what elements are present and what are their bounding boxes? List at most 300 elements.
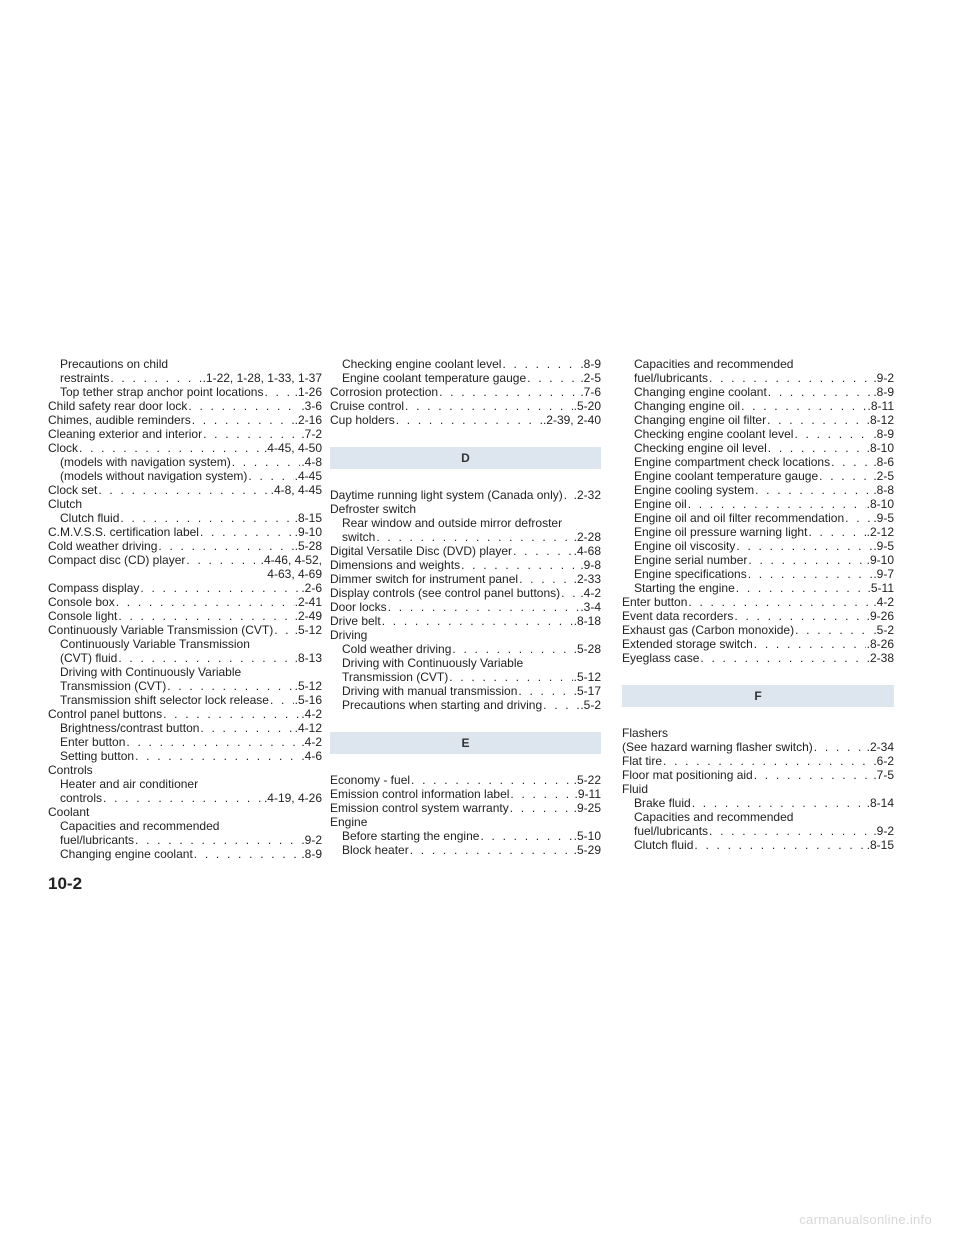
entry-term: Engine specifications	[634, 567, 747, 581]
entry-term: Cold weather driving	[342, 642, 452, 656]
index-entry	[330, 614, 601, 628]
dot-leader	[736, 539, 872, 553]
dot-leader	[831, 455, 872, 469]
entry-term: Engine coolant temperature gauge	[634, 469, 819, 483]
spacer	[330, 469, 601, 488]
dot-leader	[519, 572, 573, 586]
entry-page-ref: .8-26	[866, 637, 894, 651]
index-entry	[48, 399, 322, 413]
index-entry	[622, 497, 894, 511]
entry-page-ref: .4-68	[573, 544, 601, 558]
entry-page-ref: .2-38	[866, 651, 894, 665]
dot-leader	[748, 567, 873, 581]
dot-leader	[734, 609, 865, 623]
index-entry	[622, 525, 894, 539]
entry-term: controls	[60, 791, 103, 805]
entry-page-ref: .1-22, 1-28, 1-33, 1-37	[202, 371, 322, 385]
entry-term: Checking engine oil level	[634, 441, 767, 455]
section-letter-e: E	[330, 732, 601, 754]
index-heading: Defroster switch	[330, 502, 417, 516]
entry-page-ref: .5-12	[294, 679, 322, 693]
entry-term: (See hazard warning flasher switch)	[622, 740, 813, 754]
dot-leader	[405, 399, 573, 413]
entry-page-ref: .5-2	[580, 698, 601, 712]
index-entry	[330, 586, 601, 600]
dot-leader	[709, 824, 872, 838]
entry-page-ref: .2-33	[573, 572, 601, 586]
entry-term: Flat tire	[622, 754, 663, 768]
entry-page-ref: .5-11	[867, 581, 894, 595]
index-entry	[622, 768, 894, 782]
entry-term: Display controls (see control panel buttons)	[330, 586, 561, 600]
dot-leader	[410, 843, 573, 857]
entry-page-ref: .8-10	[866, 441, 894, 455]
index-entry	[330, 558, 601, 572]
entry-page-ref: .8-6	[873, 455, 894, 469]
dot-leader	[203, 427, 300, 441]
watermark: carmanualsonline.info	[799, 1212, 932, 1227]
spacer	[330, 712, 601, 732]
dot-leader	[688, 595, 872, 609]
index-entry	[330, 371, 601, 385]
index-heading: Flashers	[622, 726, 669, 740]
dot-leader	[754, 637, 866, 651]
index-heading: Driving with Continuously Variable	[60, 665, 242, 679]
entry-page-ref: .5-28	[294, 539, 322, 553]
entry-term: Changing engine oil filter	[634, 413, 767, 427]
entry-term: Enter button	[60, 735, 126, 749]
entry-term: Continuously Variable Transmission (CVT)	[48, 623, 274, 637]
dot-leader	[688, 497, 866, 511]
entry-page-ref: .8-9	[580, 357, 601, 371]
entry-term: Transmission shift selector lock release	[60, 693, 269, 707]
entry-page-ref: .8-10	[866, 497, 894, 511]
entry-term: Changing engine oil	[634, 399, 741, 413]
entry-term: Drive belt	[330, 614, 381, 628]
index-entry	[622, 553, 894, 567]
entry-page-ref: .9-11	[574, 787, 601, 801]
entry-page-ref: .8-15	[866, 838, 894, 852]
index-entry	[330, 357, 601, 371]
entry-page-ref: .2-39, 2-40	[542, 413, 601, 427]
entry-page-ref: .5-28	[573, 642, 601, 656]
index-entry	[48, 595, 322, 609]
index-heading: Clutch	[48, 497, 83, 511]
entry-term: Brightness/contrast button	[60, 721, 200, 735]
entry-term: Clock	[48, 441, 79, 455]
index-entry	[622, 595, 894, 609]
dot-leader	[264, 385, 293, 399]
entry-term: Compass display	[48, 581, 140, 595]
entry-page-ref: .2-34	[866, 740, 894, 754]
dot-leader	[543, 698, 579, 712]
index-entry	[330, 698, 601, 712]
entry-page-ref: .5-2	[873, 623, 894, 637]
entry-term: Clutch fluid	[634, 838, 694, 852]
entry-term: Economy - fuel	[330, 773, 411, 787]
index-heading: Driving	[330, 628, 368, 642]
entry-term: Floor mat positioning aid	[622, 768, 753, 782]
dot-leader	[126, 735, 300, 749]
entry-term: Changing engine coolant	[634, 385, 767, 399]
entry-page-ref: .2-5	[580, 371, 601, 385]
entry-term: Door locks	[330, 600, 387, 614]
entry-page-ref: .7-5	[873, 768, 894, 782]
entry-page-ref: .4-8	[301, 455, 322, 469]
dot-leader	[564, 488, 573, 502]
index-entry	[622, 441, 894, 455]
entry-term: Before starting the engine	[342, 829, 480, 843]
entry-page-ref: .3-6	[301, 399, 322, 413]
entry-term: fuel/lubricants	[634, 824, 709, 838]
entry-term: fuel/lubricants	[60, 833, 135, 847]
dot-leader	[396, 413, 542, 427]
entry-page-ref: .5-10	[573, 829, 601, 843]
dot-leader	[188, 399, 300, 413]
index-column-1	[48, 357, 322, 861]
entry-page-ref: .7-2	[301, 427, 322, 441]
entry-page-ref: .9-10	[294, 525, 322, 539]
spacer	[622, 707, 894, 726]
index-entry	[48, 455, 322, 469]
index-entry	[330, 399, 601, 413]
index-entry	[622, 651, 894, 665]
dot-leader	[518, 684, 572, 698]
dot-leader	[110, 371, 201, 385]
entry-page-ref: .6-2	[873, 754, 894, 768]
entry-term: Daytime running light system (Canada only)	[330, 488, 563, 502]
entry-term: Engine cooling system	[634, 483, 755, 497]
dot-leader	[270, 693, 294, 707]
index-entry	[48, 539, 322, 553]
dot-leader	[98, 483, 269, 497]
dot-leader	[741, 399, 866, 413]
entry-page-ref: .4-2	[580, 586, 601, 600]
dot-leader	[452, 642, 572, 656]
entry-term: Cold weather driving	[48, 539, 158, 553]
index-entry	[48, 385, 322, 399]
index-entry	[48, 483, 322, 497]
dot-leader	[248, 469, 293, 483]
entry-page-ref: .8-8	[873, 483, 894, 497]
section-letter-f: F	[622, 685, 894, 707]
dot-leader	[709, 371, 872, 385]
index-entry	[622, 581, 894, 595]
index-entry	[622, 609, 894, 623]
index-column-3	[622, 357, 894, 852]
dot-leader	[510, 787, 573, 801]
index-entry	[330, 829, 601, 843]
entry-page-ref: .9-2	[301, 833, 322, 847]
entry-page-ref: .9-26	[866, 609, 894, 623]
entry-page-ref: .1-26	[294, 385, 322, 399]
index-entry	[330, 801, 601, 815]
index-entry	[330, 488, 601, 502]
index-entry	[622, 740, 894, 754]
index-heading: Fluid	[622, 782, 649, 796]
index-heading: Capacities and recommended	[634, 357, 794, 371]
dot-leader	[845, 511, 872, 525]
index-entry	[48, 581, 322, 595]
entry-term: Engine serial number	[634, 553, 748, 567]
index-entry	[622, 539, 894, 553]
dot-leader	[200, 721, 293, 735]
dot-leader	[480, 829, 572, 843]
dot-leader	[200, 525, 294, 539]
entry-page-ref: .8-9	[301, 847, 322, 861]
entry-page-ref: .5-22	[573, 773, 601, 787]
dot-leader	[167, 679, 293, 693]
entry-page-ref: .2-28	[573, 530, 601, 544]
dot-leader	[158, 539, 293, 553]
index-entry	[48, 693, 322, 707]
dot-leader	[116, 595, 294, 609]
entry-page-ref: .4-19, 4-26	[263, 791, 322, 805]
index-entry	[48, 511, 322, 525]
entry-term: Engine oil pressure warning light	[634, 525, 808, 539]
dot-leader	[808, 525, 865, 539]
dot-leader	[274, 623, 293, 637]
entry-term: Cleaning exterior and interior	[48, 427, 203, 441]
dot-leader	[135, 833, 300, 847]
entry-page-ref: .4-2	[301, 735, 322, 749]
entry-term: Eyeglass case	[622, 651, 700, 665]
index-entry	[622, 567, 894, 581]
entry-page-ref: .9-2	[873, 824, 894, 838]
entry-page-ref: .2-41	[294, 595, 322, 609]
index-entry	[330, 572, 601, 586]
entry-term: Starting the engine	[634, 581, 735, 595]
entry-term: Precautions when starting and driving	[342, 698, 543, 712]
entry-term: C.M.V.S.S. certification label	[48, 525, 199, 539]
entry-page-ref: .8-11	[867, 399, 894, 413]
index-entry	[622, 511, 894, 525]
dot-leader	[692, 796, 866, 810]
entry-term: Driving with manual transmission	[342, 684, 518, 698]
entry-page-ref: .5-12	[573, 670, 601, 684]
entry-page-ref: .4-2	[873, 595, 894, 609]
dot-leader	[502, 357, 579, 371]
entry-term: Brake fluid	[634, 796, 691, 810]
dot-leader	[794, 427, 872, 441]
entry-page-ref: .4-45	[294, 469, 322, 483]
entry-term: Transmission (CVT)	[60, 679, 167, 693]
entry-term: Extended storage switch	[622, 637, 753, 651]
index-entry	[330, 600, 601, 614]
index-entry	[330, 642, 601, 656]
dot-leader	[232, 455, 301, 469]
entry-term: Cup holders	[330, 413, 395, 427]
entry-term: Engine oil	[634, 497, 687, 511]
dot-leader	[382, 614, 573, 628]
entry-page-ref: .4-12	[294, 721, 322, 735]
index-entry	[48, 623, 322, 637]
entry-term: Event data recorders	[622, 609, 734, 623]
entry-term: Changing engine coolant	[60, 847, 193, 861]
entry-page-ref: .5-16	[294, 693, 322, 707]
entry-page-ref: .4-8, 4-45	[270, 483, 322, 497]
dot-leader	[118, 651, 293, 665]
index-entry	[48, 679, 322, 693]
entry-page-ref: .7-6	[580, 385, 601, 399]
index-entry	[622, 427, 894, 441]
index-heading: Capacities and recommended	[634, 810, 794, 824]
dot-leader	[527, 371, 579, 385]
entry-term: Engine coolant temperature gauge	[342, 371, 527, 385]
entry-page-ref: .2-49	[294, 609, 322, 623]
index-entry	[330, 787, 601, 801]
dot-leader	[814, 740, 866, 754]
index-entry	[622, 399, 894, 413]
dot-leader	[755, 483, 872, 497]
index-entry	[330, 773, 601, 787]
entry-term: Clutch fluid	[60, 511, 120, 525]
dot-leader	[163, 707, 300, 721]
dot-leader	[192, 413, 294, 427]
dot-leader	[736, 581, 867, 595]
index-entry	[622, 838, 894, 852]
index-entry	[48, 749, 322, 763]
entry-page-ref: .8-9	[873, 427, 894, 441]
entry-term: Dimensions and weights	[330, 558, 461, 572]
entry-page-ref: .3-4	[580, 600, 601, 614]
entry-term: (CVT) fluid	[60, 651, 118, 665]
index-entry	[330, 544, 601, 558]
index-entry	[622, 385, 894, 399]
index-heading: Continuously Variable Transmission	[60, 637, 250, 651]
index-entry	[330, 843, 601, 857]
index-entry	[48, 553, 322, 567]
index-entry	[48, 441, 322, 455]
index-entry	[330, 684, 601, 698]
entry-term: Checking engine coolant level	[634, 427, 794, 441]
entry-page-ref: .8-18	[573, 614, 601, 628]
entry-term: Compact disc (CD) player	[48, 553, 186, 567]
dot-leader	[754, 768, 873, 782]
entry-term: Digital Versatile Disc (DVD) player	[330, 544, 513, 558]
dot-leader	[411, 773, 573, 787]
entry-term: Exhaust gas (Carbon monoxide)	[622, 623, 795, 637]
entry-page-ref: .8-9	[873, 385, 894, 399]
index-entry	[48, 651, 322, 665]
entry-page-ref: .5-12	[294, 623, 322, 637]
index-entry	[622, 623, 894, 637]
section-letter-d: D	[330, 447, 601, 469]
index-entry	[48, 721, 322, 735]
entry-page-ref: .9-7	[873, 567, 894, 581]
index-entry	[330, 670, 601, 684]
dot-leader	[510, 801, 573, 815]
entry-page-ref: .5-17	[573, 684, 601, 698]
index-heading: Precautions on child	[60, 357, 169, 371]
entry-term: Setting button	[60, 749, 135, 763]
index-entry	[622, 413, 894, 427]
entry-page-ref: .8-12	[866, 413, 894, 427]
dot-leader	[376, 530, 572, 544]
index-entry	[622, 371, 894, 385]
entry-page-ref: .9-5	[873, 511, 894, 525]
index-entry	[48, 707, 322, 721]
entry-page-ref: .4-6	[301, 749, 322, 763]
dot-leader	[79, 441, 263, 455]
index-entry	[622, 455, 894, 469]
entry-page-ref: .2-12	[866, 525, 894, 539]
index-entry	[330, 385, 601, 399]
dot-leader	[513, 544, 573, 558]
entry-page-ref-continued: 4-63, 4-69	[267, 567, 322, 581]
index-entry	[48, 413, 322, 427]
entry-page-ref: .5-29	[573, 843, 601, 857]
entry-page-ref: .9-8	[580, 558, 601, 572]
entry-term: Dimmer switch for instrument panel	[330, 572, 519, 586]
dot-leader	[140, 581, 300, 595]
entry-term: Enter button	[622, 595, 688, 609]
dot-leader	[694, 838, 865, 852]
index-heading: Capacities and recommended	[60, 819, 220, 833]
index-heading: Heater and air conditioner	[60, 777, 199, 791]
index-entry	[48, 469, 322, 483]
index-entry	[48, 525, 322, 539]
entry-term: Control panel buttons	[48, 707, 163, 721]
dot-leader	[120, 511, 293, 525]
index-column-2	[330, 357, 601, 857]
dot-leader	[461, 558, 579, 572]
dot-leader	[561, 586, 579, 600]
entry-page-ref: .4-46, 4-52,	[260, 553, 322, 567]
entry-term: Child safety rear door lock	[48, 399, 188, 413]
entry-term: Emission control system warranty	[330, 801, 509, 815]
dot-leader	[768, 385, 873, 399]
entry-page-ref: .9-5	[873, 539, 894, 553]
entry-term: Clock set	[48, 483, 98, 497]
entry-term: (models with navigation system)	[60, 455, 231, 469]
entry-term: switch	[342, 530, 376, 544]
index-entry	[622, 796, 894, 810]
dot-leader	[768, 441, 866, 455]
entry-page-ref: .8-14	[866, 796, 894, 810]
page-number: 10-2	[48, 874, 83, 893]
index-entry	[622, 824, 894, 838]
dot-leader	[748, 553, 865, 567]
dot-leader	[388, 600, 580, 614]
index-entry	[622, 754, 894, 768]
dot-leader	[767, 413, 866, 427]
index-heading: Coolant	[48, 805, 90, 819]
index-heading: Controls	[48, 763, 93, 777]
dot-leader	[135, 749, 300, 763]
entry-term: Engine oil viscosity	[634, 539, 736, 553]
dot-leader	[194, 847, 301, 861]
entry-term: fuel/lubricants	[634, 371, 709, 385]
index-entry	[622, 469, 894, 483]
entry-page-ref: .8-15	[294, 511, 322, 525]
entry-page-ref: .4-2	[301, 707, 322, 721]
entry-term: Checking engine coolant level	[342, 357, 502, 371]
entry-term: Engine compartment check locations	[634, 455, 831, 469]
index-heading: Driving with Continuously Variable	[342, 656, 524, 670]
entry-term: Console light	[48, 609, 118, 623]
index-entry	[48, 609, 322, 623]
index-entry	[48, 791, 322, 805]
index-heading: Rear window and outside mirror defroster	[342, 516, 563, 530]
dot-leader	[795, 623, 872, 637]
entry-page-ref: .9-10	[866, 553, 894, 567]
index-entry	[48, 833, 322, 847]
dot-leader	[700, 651, 865, 665]
entry-page-ref: .2-16	[294, 413, 322, 427]
entry-page-ref: .8-13	[294, 651, 322, 665]
entry-page-ref: .5-20	[573, 399, 601, 413]
